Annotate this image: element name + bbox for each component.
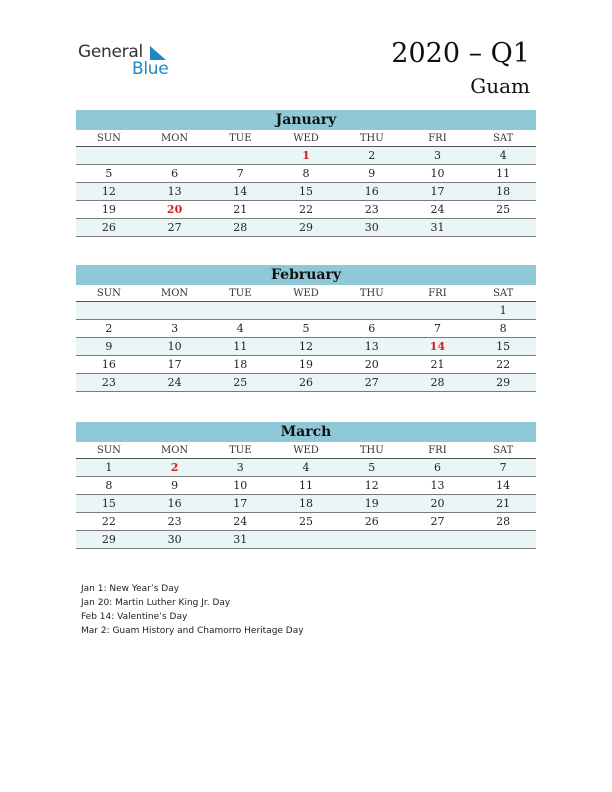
weekday-label: THU [359,133,384,144]
day-cell: 25 [299,515,314,528]
week-row [76,201,536,219]
day-cell: 8 [105,479,113,492]
day-cell [142,147,208,164]
day-cell: 5 [105,167,113,180]
day-cell [273,531,339,548]
day-cell: 13 [364,340,379,353]
day-cell: 11 [299,479,314,492]
month-title: March [76,422,536,442]
day-cell: 13 [167,185,182,198]
day-cell: 27 [364,376,379,389]
weekday-label: SAT [493,133,514,144]
day-cell [76,147,142,164]
day-cell: 10 [430,167,445,180]
holiday-day-cell: 2 [170,461,179,474]
day-cell: 15 [101,497,116,510]
weekday-label: FRI [428,133,447,144]
day-cell: 17 [233,497,248,510]
day-cell: 20 [364,358,379,371]
day-cell: 9 [171,479,179,492]
weekday-header-row [76,130,536,147]
day-cell [339,531,405,548]
weekday-label: SAT [493,288,514,299]
weekday-label: MON [160,445,189,456]
weekday-header-row [76,442,536,459]
day-cell: 6 [433,461,441,474]
day-cell: 18 [496,185,511,198]
holiday-day-cell: 20 [166,203,183,216]
day-cell: 12 [299,340,314,353]
day-cell: 6 [368,322,376,335]
day-cell: 30 [167,533,182,546]
week-row [76,459,536,477]
weekday-label: SUN [96,445,121,456]
day-cell: 22 [101,515,116,528]
week-row [76,147,536,165]
day-cell: 16 [364,185,379,198]
day-cell: 20 [430,497,445,510]
day-cell: 27 [430,515,445,528]
weekday-label: MON [160,133,189,144]
holiday-note: Jan 20: Martin Luther King Jr. Day [81,598,231,608]
day-cell: 7 [499,461,507,474]
weekday-label: THU [359,445,384,456]
day-cell: 10 [233,479,248,492]
day-cell: 31 [430,221,445,234]
weekday-label: FRI [428,288,447,299]
month-calendar-february [76,265,536,392]
day-cell: 4 [236,322,244,335]
day-cell [405,302,471,319]
holiday-day-cell: 1 [302,149,310,162]
day-cell: 18 [233,358,248,371]
weekday-label: WED [293,288,319,299]
day-cell: 29 [299,221,314,234]
day-cell: 2 [105,322,113,335]
weekday-label: SUN [96,133,121,144]
page-title: 2020 – Q1 [391,38,530,69]
day-cell: 9 [368,167,376,180]
week-row [76,531,536,549]
day-cell: 24 [430,203,445,216]
day-cell [207,147,273,164]
day-cell: 14 [233,185,248,198]
month-calendar-march [76,422,536,549]
day-cell: 27 [167,221,182,234]
weekday-label: TUE [229,133,252,144]
weekday-label: SUN [96,288,121,299]
day-cell [273,302,339,319]
day-cell: 1 [499,304,507,317]
day-cell: 11 [496,167,511,180]
day-cell: 23 [101,376,116,389]
holiday-note: Mar 2: Guam History and Chamorro Heritage Day [81,626,304,636]
week-row [76,495,536,513]
weekday-label: FRI [428,445,447,456]
day-cell: 7 [236,167,244,180]
weekday-label: SAT [493,445,514,456]
day-cell: 31 [233,533,248,546]
day-cell: 12 [364,479,379,492]
day-cell [142,302,208,319]
generalblue-logo [78,42,178,82]
day-cell: 2 [368,149,376,162]
day-cell: 24 [167,376,182,389]
day-cell: 29 [496,376,511,389]
day-cell: 14 [496,479,511,492]
holiday-note: Jan 1: New Year’s Day [81,584,180,594]
day-cell: 21 [496,497,511,510]
day-cell: 28 [430,376,445,389]
week-row [76,374,536,392]
day-cell: 29 [101,533,116,546]
day-cell [470,219,536,236]
day-cell: 4 [302,461,310,474]
weekday-label: TUE [229,445,252,456]
day-cell: 5 [368,461,376,474]
week-row [76,356,536,374]
day-cell: 23 [364,203,379,216]
region-name: Guam [470,74,530,98]
day-cell: 5 [302,322,310,335]
day-cell [339,302,405,319]
day-cell: 25 [233,376,248,389]
week-row [76,302,536,320]
day-cell: 3 [236,461,244,474]
day-cell: 16 [167,497,182,510]
logo-text-general: General [78,42,143,62]
day-cell: 8 [302,167,310,180]
day-cell: 6 [171,167,179,180]
day-cell: 30 [364,221,379,234]
day-cell: 17 [430,185,445,198]
day-cell: 4 [499,149,507,162]
day-cell: 26 [101,221,116,234]
weekday-header-row [76,285,536,302]
weekday-label: MON [160,288,189,299]
week-row [76,320,536,338]
day-cell: 24 [233,515,248,528]
day-cell: 21 [430,358,445,371]
week-row [76,513,536,531]
week-row [76,165,536,183]
week-row [76,219,536,237]
day-cell [207,302,273,319]
week-row [76,477,536,495]
day-cell: 16 [101,358,116,371]
day-cell: 17 [167,358,182,371]
day-cell: 23 [167,515,182,528]
day-cell [76,302,142,319]
day-cell: 15 [496,340,511,353]
month-calendar-january [76,110,536,237]
day-cell: 26 [299,376,314,389]
day-cell: 15 [299,185,314,198]
day-cell: 11 [233,340,248,353]
logo-text-blue: Blue [132,59,169,79]
day-cell: 3 [171,322,179,335]
weekday-label: THU [359,288,384,299]
day-cell: 1 [105,461,113,474]
holiday-day-cell: 14 [429,340,446,353]
day-cell: 3 [433,149,441,162]
day-cell: 13 [430,479,445,492]
weekday-label: WED [293,445,319,456]
day-cell: 7 [433,322,441,335]
day-cell: 28 [233,221,248,234]
day-cell: 26 [364,515,379,528]
weekday-label: TUE [229,288,252,299]
day-cell: 8 [499,322,507,335]
day-cell: 25 [496,203,511,216]
day-cell: 19 [299,358,314,371]
day-cell: 19 [364,497,379,510]
week-row [76,183,536,201]
holiday-note: Feb 14: Valentine’s Day [81,612,188,622]
day-cell [470,531,536,548]
day-cell: 22 [299,203,314,216]
day-cell: 21 [233,203,248,216]
day-cell: 28 [496,515,511,528]
month-title: February [76,265,536,285]
day-cell: 10 [167,340,182,353]
day-cell: 12 [101,185,116,198]
holiday-notes [81,582,304,638]
month-title: January [76,110,536,130]
day-cell: 19 [101,203,116,216]
day-cell: 18 [299,497,314,510]
day-cell: 22 [496,358,511,371]
day-cell: 9 [105,340,113,353]
week-row [76,338,536,356]
day-cell [405,531,471,548]
weekday-label: WED [293,133,319,144]
